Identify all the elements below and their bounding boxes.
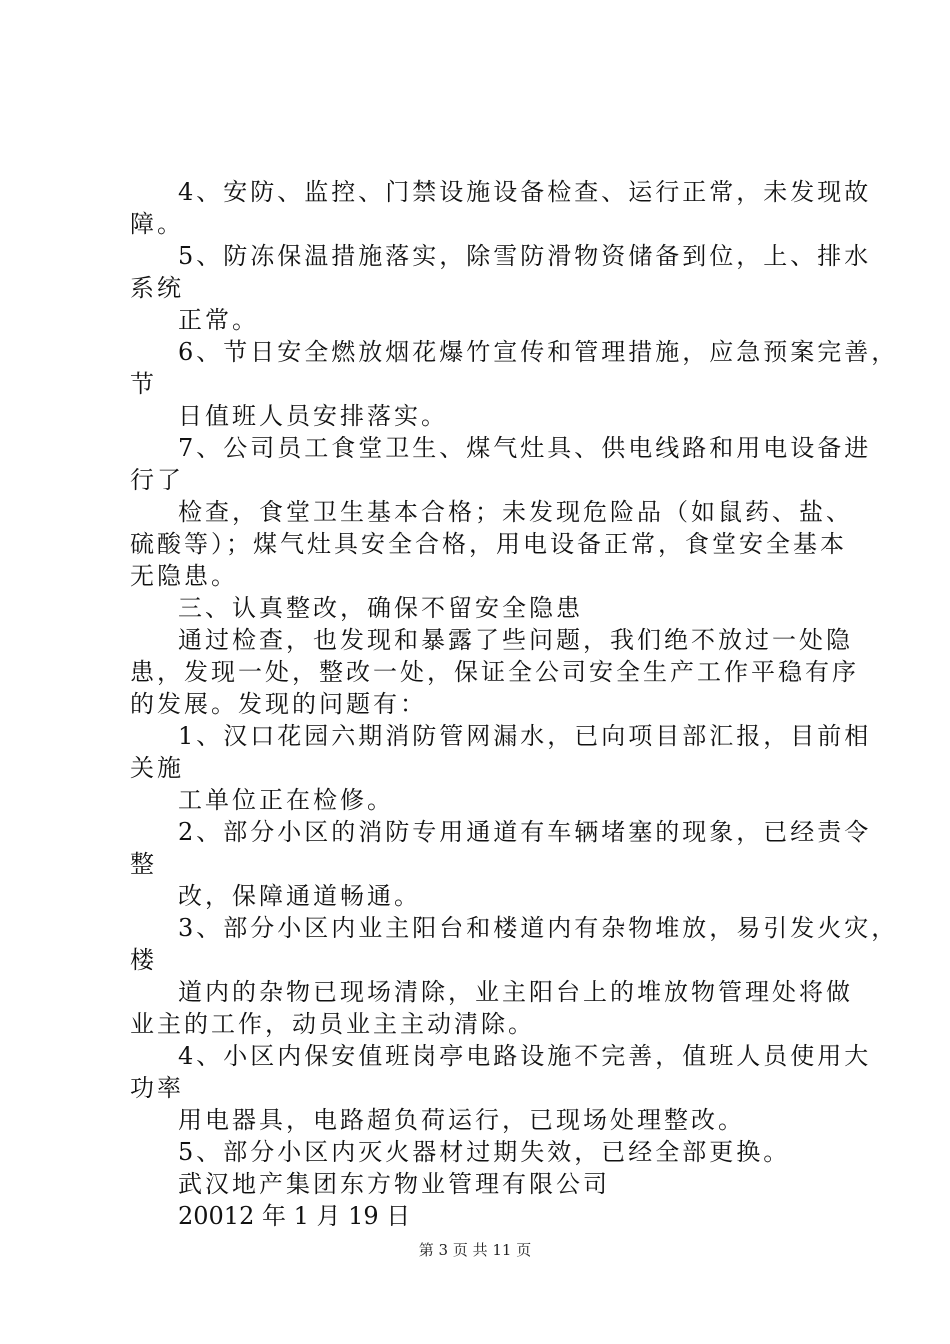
text-line: 关施 bbox=[130, 754, 184, 782]
text-line: 的发展。发现的问题有： bbox=[130, 690, 427, 718]
text-line: 4、安防、监控、门禁设施设备检查、运行正常，未发现故 bbox=[178, 178, 872, 206]
text-line: 3、部分小区内业主阳台和楼道内有杂物堆放，易引发火灾， bbox=[178, 914, 899, 942]
text-line: 整 bbox=[130, 850, 157, 878]
text-line: 2、部分小区的消防专用通道有车辆堵塞的现象，已经责令 bbox=[178, 818, 872, 846]
text-line: 硫酸等）；煤气灶具安全合格，用电设备正常，食堂安全基本 bbox=[130, 530, 847, 558]
section-heading: 三、认真整改，确保不留安全隐患 bbox=[178, 594, 583, 622]
text-line: 5、部分小区内灭火器材过期失效，已经全部更换。 bbox=[178, 1138, 791, 1166]
text-line: 系统 bbox=[130, 274, 184, 302]
text-line: 道内的杂物已现场清除，业主阳台上的堆放物管理处将做 bbox=[178, 978, 853, 1006]
text-line: 6、节日安全燃放烟花爆竹宣传和管理措施，应急预案完善， bbox=[178, 338, 899, 366]
document-date: 20012 年 1 月 19 日 bbox=[178, 1202, 411, 1230]
text-line: 4、小区内保安值班岗亭电路设施不完善，值班人员使用大 bbox=[178, 1042, 872, 1070]
text-line: 改，保障通道畅通。 bbox=[178, 882, 421, 910]
text-line: 7、公司员工食堂卫生、煤气灶具、供电线路和用电设备进 bbox=[178, 434, 872, 462]
text-line: 业主的工作，动员业主主动清除。 bbox=[130, 1010, 535, 1038]
text-line: 通过检查，也发现和暴露了些问题，我们绝不放过一处隐 bbox=[178, 626, 853, 654]
text-line: 用电器具，电路超负荷运行，已现场处理整改。 bbox=[178, 1106, 745, 1134]
text-line: 无隐患。 bbox=[130, 562, 238, 590]
text-line: 楼 bbox=[130, 946, 157, 974]
text-line: 5、防冻保温措施落实，除雪防滑物资储备到位，上、排水 bbox=[178, 242, 872, 270]
text-line: 节 bbox=[130, 370, 157, 398]
text-line: 检查，食堂卫生基本合格；未发现危险品（如鼠药、盐、 bbox=[178, 498, 853, 526]
text-line: 工单位正在检修。 bbox=[178, 786, 394, 814]
text-line: 患，发现一处，整改一处，保证全公司安全生产工作平稳有序 bbox=[130, 658, 859, 686]
text-line: 日值班人员安排落实。 bbox=[178, 402, 448, 430]
text-line: 行了 bbox=[130, 466, 184, 494]
text-line: 正常。 bbox=[178, 306, 259, 334]
text-line: 障。 bbox=[130, 210, 184, 238]
company-signature: 武汉地产集团东方物业管理有限公司 bbox=[178, 1170, 610, 1198]
text-line: 功率 bbox=[130, 1074, 184, 1102]
page-footer: 第 3 页 共 11 页 bbox=[418, 1241, 532, 1259]
text-line: 1、汉口花园六期消防管网漏水，已向项目部汇报，目前相 bbox=[178, 722, 872, 750]
